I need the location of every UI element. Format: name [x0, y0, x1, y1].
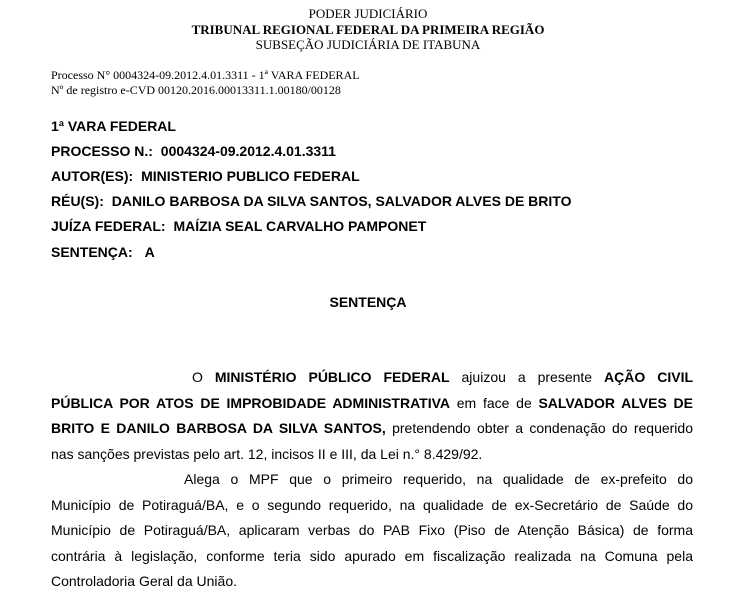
p1-l1-text-a: O	[192, 369, 215, 385]
p2-line-3: Município de Potiraguá/BA, aplicaram verbas do PAB Fixo (Piso de Atenção Básica) de forma	[51, 522, 693, 539]
paragraph-1	[51, 365, 693, 467]
processo-label: PROCESSO N.:	[51, 143, 153, 159]
p1-l2-bold-publica: PÚBLICA POR ATOS DE IMPROBIDADE ADMINISTRATIVA	[51, 394, 451, 411]
juiza-label: JUÍZA FEDERAL:	[51, 218, 166, 234]
p1-l2-text-b: em face de	[450, 394, 539, 411]
p1-l3-text-b: pretendendo obter a condenação do requerido	[385, 420, 693, 437]
p1-l1-bold-acao: AÇÃO CIVIL	[604, 369, 694, 385]
p1-l2-bold-salvador: SALVADOR ALVES DE	[538, 394, 693, 411]
registry-processo: Processo N° 0004324-09.2012.4.01.3311 - 1ª VARA FEDERAL	[51, 68, 360, 82]
reu-value: DANILO BARBOSA DA SILVA SANTOS, SALVADOR ALVES DE BRITO	[111, 193, 572, 209]
p1-l1-bold-mpf: MINISTÉRIO PÚBLICO FEDERAL	[214, 369, 450, 385]
case-juiza	[51, 217, 426, 235]
header-poder-judiciario: PODER JUDICIÁRIO	[308, 6, 428, 21]
paragraph-2	[51, 467, 693, 595]
p1-line-1	[51, 365, 693, 391]
sentenca-label: SENTENÇA:	[51, 244, 133, 260]
sentenca-value: A	[144, 244, 155, 260]
header-tribunal: TRIBUNAL REGIONAL FEDERAL DA PRIMEIRA REGIÃO	[191, 22, 545, 37]
p1-line-3	[51, 416, 693, 442]
p1-line-4: nas sanções previstas pelo art. 12, incisos II e III, da Lei n.° 8.429/92.	[51, 445, 483, 462]
p1-line-2	[51, 391, 693, 417]
case-processo	[51, 142, 336, 160]
autor-value: MINISTERIO PUBLICO FEDERAL	[141, 168, 360, 184]
p2-line-5: Controladoria Geral da União.	[51, 573, 237, 590]
case-autor	[51, 167, 360, 185]
processo-value: 0004324-09.2012.4.01.3311	[160, 143, 336, 159]
p2-line-1: Alega o MPF que o primeiro requerido, na qualidade de ex-prefeito do	[184, 471, 693, 487]
case-reu	[51, 192, 571, 210]
registry-ecvd: Nº de registro e-CVD 00120.2016.00013311.1.00180/00128	[51, 83, 341, 97]
autor-label: AUTOR(ES):	[51, 168, 134, 184]
p2-line-2: Município de Potiraguá/BA, e o segundo requerido, na qualidade de ex-Secretário de Saúde do	[51, 496, 693, 513]
reu-label: RÉU(S):	[51, 193, 104, 209]
p2-line-4: contrária à legislação, conforme teria sido apurado em fiscalização realizada na Comuna pela	[51, 547, 693, 564]
p1-l1-text-c: ajuizou a presente	[449, 369, 605, 385]
juiza-value: MAÍZIA SEAL CARVALHO PAMPONET	[173, 218, 427, 234]
case-sentenca	[51, 243, 155, 261]
p1-l3-bold-brito: BRITO E DANILO BARBOSA DA SILVA SANTOS,	[51, 420, 386, 437]
header-subsecao: SUBSEÇÃO JUDICIÁRIA DE ITABUNA	[255, 37, 481, 52]
case-vara: 1ª VARA FEDERAL	[51, 118, 176, 134]
page-title: SENTENÇA	[329, 294, 407, 310]
